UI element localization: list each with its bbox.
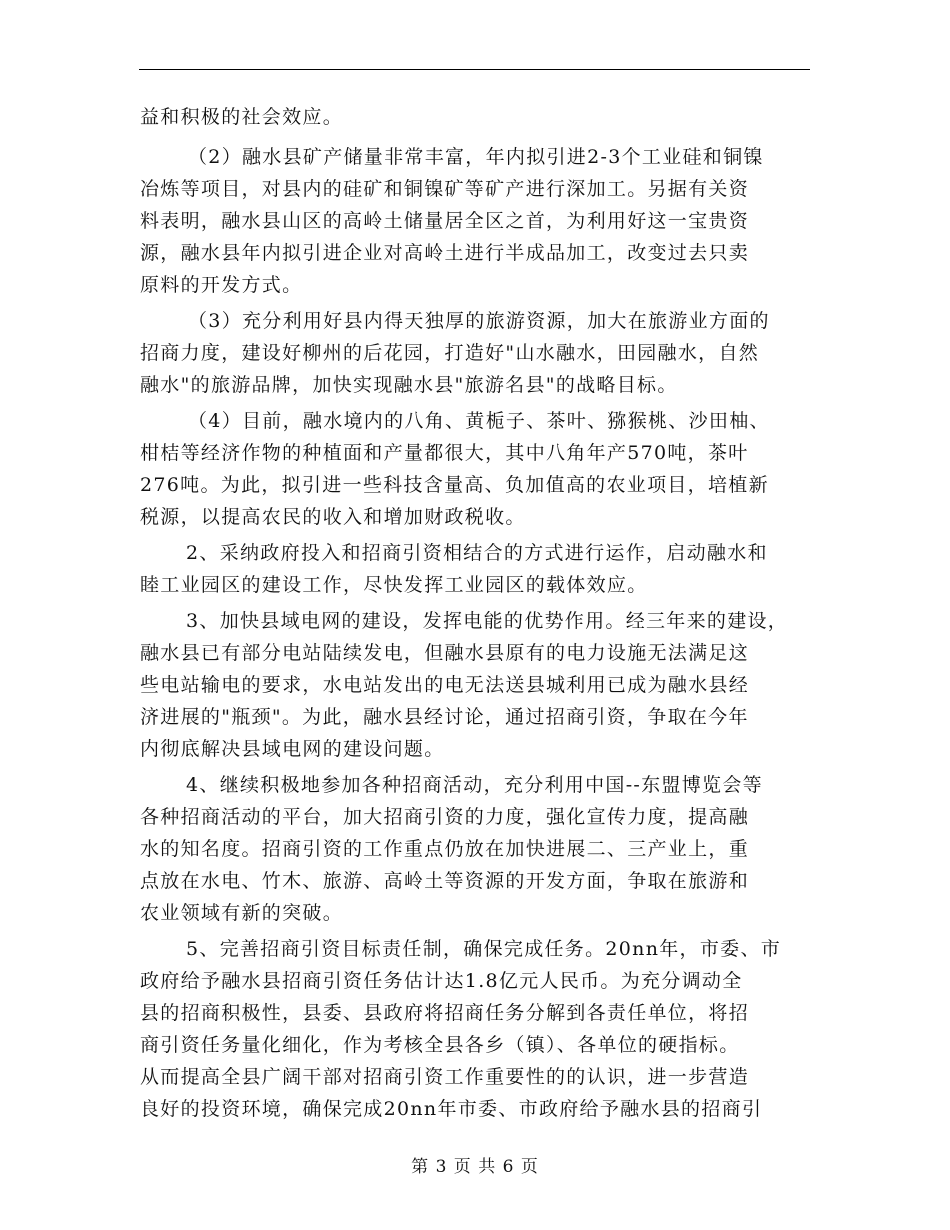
- paragraph-first-line: 4、继续积极地参加各种招商活动，充分利用中国--东盟博览会等: [186, 774, 763, 796]
- text-line: 睦工业园区的建设工作，尽快发挥工业园区的载体效应。: [140, 574, 648, 596]
- text-line: 农业领域有新的突破。: [140, 902, 344, 924]
- text-line: 从而提高全县广阔干部对招商引资工作重要性的的认识，进一步营造: [140, 1066, 750, 1088]
- text-line: 276吨。为此，拟引进一些科技含量高、负加值高的农业项目，培植新: [140, 474, 769, 496]
- paragraph-first-line: （2）融水县矿产储量非常丰富，年内拟引进2-3个工业硅和铜镍: [188, 146, 764, 168]
- text-line: 融水"的旅游品牌，加快实现融水县"旅游名县"的战略目标。: [140, 374, 678, 396]
- page-footer: 第 3 页 共 6 页: [411, 1157, 539, 1177]
- text-line: 冶炼等项目，对县内的硅矿和铜镍矿等矿产进行深加工。另据有关资: [140, 178, 750, 200]
- text-line: 水的知名度。招商引资的工作重点仍放在加快进展二、三产业上，重: [140, 838, 750, 860]
- text-line: 源，融水县年内拟引进企业对高岭土进行半成品加工，改变过去只卖: [140, 242, 750, 264]
- text-line: 税源，以提高农民的收入和增加财政税收。: [140, 506, 526, 528]
- text-line: 益和积极的社会效应。: [140, 106, 344, 128]
- text-line: 良好的投资环境，确保完成20nn年市委、市政府给予融水县的招商引: [140, 1098, 763, 1120]
- text-line: 县的招商积极性，县委、县政府将招商任务分解到各责任单位，将招: [140, 1002, 750, 1024]
- text-line: 原料的开发方式。: [140, 274, 303, 296]
- text-line: 些电站输电的要求，水电站发出的电无法送县城利用已成为融水县经: [140, 674, 750, 696]
- text-line: 料表明，融水县山区的高岭土储量居全区之首，为利用好这一宝贵资: [140, 210, 750, 232]
- header-rule: [139, 69, 810, 70]
- text-line: 济进展的"瓶颈"。为此，融水县经讨论，通过招商引资，争取在今年: [140, 706, 749, 728]
- text-line: 商引资任务量化细化，作为考核全县各乡（镇）、各单位的硬指标。: [140, 1034, 740, 1056]
- paragraph-first-line: （3）充分利用好县内得天独厚的旅游资源，加大在旅游业方面的: [188, 310, 770, 332]
- paragraph-first-line: 5、完善招商引资目标责任制，确保完成任务。20nn年，市委、市: [186, 938, 782, 960]
- text-line: 招商力度，建设好柳州的后花园，打造好"山水融水，田园融水，自然: [140, 342, 760, 364]
- text-line: 内彻底解决县域电网的建设问题。: [140, 738, 445, 760]
- text-line: 政府给予融水县招商引资任务估计达1.8亿元人民币。为充分调动全: [140, 970, 743, 992]
- text-line: 柑桔等经济作物的种植面和产量都很大，其中八角年产570吨，茶叶: [140, 442, 749, 464]
- text-line: 各种招商活动的平台，加大招商引资的力度，强化宣传力度，提高融: [140, 806, 750, 828]
- paragraph-first-line: 3、加快县域电网的建设，发挥电能的优势作用。经三年来的建设，: [186, 610, 789, 632]
- text-line: 点放在水电、竹木、旅游、高岭土等资源的开发方面，争取在旅游和: [140, 870, 750, 892]
- paragraph-first-line: 2、采纳政府投入和招商引资相结合的方式进行运作，启动融水和: [186, 542, 768, 564]
- paragraph-first-line: （4）目前，融水境内的八角、黄栀子、茶叶、猕猴桃、沙田柚、: [188, 410, 770, 432]
- text-line: 融水县已有部分电站陆续发电，但融水县原有的电力设施无法满足这: [140, 642, 750, 664]
